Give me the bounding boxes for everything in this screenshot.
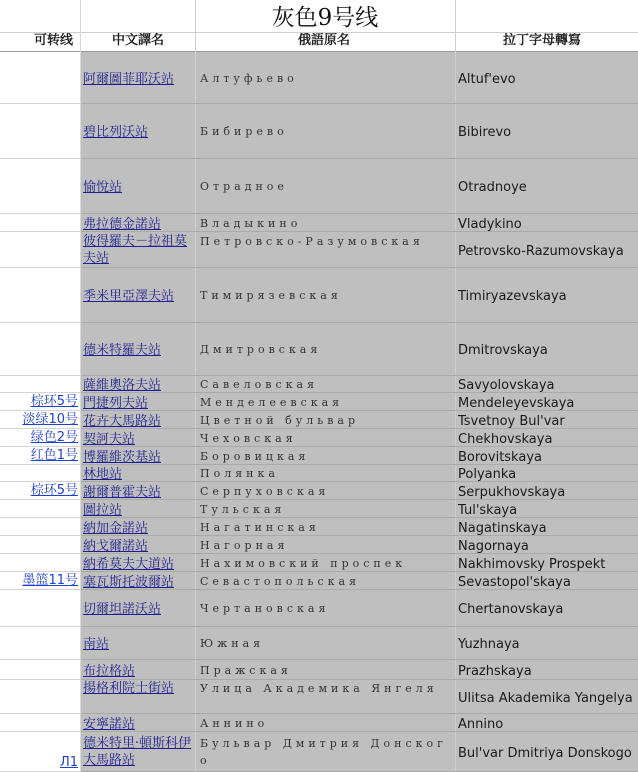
station-russian-name: Отрадное — [200, 180, 288, 193]
table-row — [0, 429, 638, 447]
station-latin-name: Yuzhnaya — [458, 637, 520, 652]
station-latin-name: Timiryazevskaya — [458, 289, 567, 304]
table-row — [0, 482, 638, 500]
station-chinese-name-link[interactable]: 碧比列沃站 — [83, 125, 149, 140]
table-row — [0, 660, 638, 680]
station-russian-name: Дмитровская — [200, 343, 322, 356]
station-chinese-name-link[interactable]: 切爾坦諾沃站 — [83, 602, 162, 617]
station-chinese-name-link[interactable]: 阿爾圖菲耶沃站 — [83, 71, 175, 87]
table-row — [0, 627, 638, 660]
station-russian-name: Владыкино — [200, 216, 302, 230]
table-row — [0, 714, 638, 732]
station-chinese-name-link[interactable]: 南站 — [83, 637, 110, 652]
table-row — [0, 232, 638, 268]
station-chinese-name-link[interactable]: 博羅維茨基站 — [83, 449, 162, 465]
station-chinese-name-link[interactable]: 納戈爾諾站 — [83, 538, 149, 554]
station-russian-name: Алтуфьево — [200, 71, 298, 85]
table-row — [0, 52, 638, 104]
station-latin-name: Savyolovskaya — [458, 378, 555, 393]
station-russian-name: Чертановская — [200, 602, 330, 615]
station-chinese-name-link[interactable]: 愉悅站 — [83, 180, 123, 195]
station-latin-name: Petrovsko-Razumovskaya — [458, 243, 624, 259]
table-row — [0, 393, 638, 411]
station-chinese-name-link[interactable]: 薩維奧洛夫站 — [83, 378, 162, 393]
station-latin-name: Polyanka — [458, 467, 517, 482]
station-latin-name: Bul'var Dmitriya Donskogo — [458, 745, 632, 761]
station-latin-name: Nagatinskaya — [458, 520, 547, 536]
station-chinese-name-link[interactable]: 納希莫夫大道站 — [83, 556, 175, 572]
table-row — [0, 680, 638, 714]
table-row — [0, 159, 638, 214]
station-russian-name: Аннино — [200, 716, 269, 730]
station-chinese-name-link[interactable]: 門捷列夫站 — [83, 395, 149, 411]
station-russian-name: Боровицкая — [200, 449, 310, 463]
station-latin-name: Prazhskaya — [458, 663, 532, 679]
station-latin-name: Annino — [458, 716, 504, 732]
station-russian-name: Серпуховская — [200, 484, 330, 498]
table-row — [0, 214, 638, 232]
transfer-line-link[interactable]: 红色1号 — [30, 448, 78, 463]
station-latin-name: Mendeleyevskaya — [458, 395, 575, 411]
transfer-line-link[interactable]: 绿色2号 — [30, 430, 78, 445]
header-russian: 俄語原名 — [298, 33, 351, 48]
station-latin-name: Tsvetnoy Bul'var — [458, 413, 565, 429]
station-russian-name: Петровско-Разумовская — [200, 235, 424, 248]
station-chinese-name-link[interactable]: 林地站 — [83, 467, 123, 482]
station-russian-name: Южная — [200, 637, 265, 650]
station-chinese-name-link[interactable]: 季米里亞澤夫站 — [83, 289, 175, 304]
station-latin-name: Nakhimovsky Prospekt — [458, 556, 606, 572]
table-row — [0, 268, 638, 323]
table-row — [0, 572, 638, 590]
station-russian-name: Нагорная — [200, 538, 289, 552]
table-row — [0, 465, 638, 482]
station-chinese-name-link[interactable]: 安寧諾站 — [83, 716, 136, 732]
transfer-line-link[interactable]: 棕环5号 — [30, 394, 78, 409]
station-russian-name: Менделеевская — [200, 395, 344, 409]
station-russian-name: Бибирево — [200, 125, 288, 138]
station-chinese-name-link[interactable]: 謝爾普霍夫站 — [83, 484, 162, 500]
station-latin-name: Tul'skaya — [458, 502, 518, 518]
station-latin-name: Serpukhovskaya — [458, 484, 566, 500]
station-russian-name: Нахимовский проспек — [200, 556, 407, 570]
station-chinese-name-link[interactable]: 契訶夫站 — [83, 431, 136, 447]
station-latin-name: Nagornaya — [458, 538, 529, 554]
header-latin: 拉丁字母轉寫 — [503, 33, 582, 48]
station-russian-name: Пражская — [200, 663, 292, 677]
station-russian-name: Улица Академика Янгеля — [200, 682, 438, 695]
station-russian-name: Савеловская — [200, 378, 319, 391]
station-latin-name: Ulitsa Akademika Yangelya — [458, 690, 633, 706]
station-chinese-name-link[interactable]: 彼得羅夫－拉祖莫夫站 — [83, 234, 188, 266]
header-chinese: 中文譯名 — [112, 33, 165, 48]
station-russian-name: Тульская — [200, 502, 286, 516]
table-row — [0, 411, 638, 429]
station-latin-name: Vladykino — [458, 216, 522, 232]
table-row — [0, 536, 638, 554]
table-row — [0, 376, 638, 393]
station-latin-name: Chertanovskaya — [458, 602, 564, 617]
header-divider — [0, 32, 638, 33]
table-row — [0, 500, 638, 518]
table-row — [0, 554, 638, 572]
transfer-line-link[interactable]: 棕环5号 — [30, 483, 78, 498]
station-russian-name: Полянка — [200, 467, 279, 480]
transfer-line-link[interactable]: 墨篮11号 — [22, 573, 78, 588]
station-chinese-name-link[interactable]: 弗拉德金諾站 — [83, 216, 162, 232]
station-russian-name: Цветной бульвар — [200, 413, 360, 427]
station-latin-name: Dmitrovskaya — [458, 343, 548, 358]
station-latin-name: Bibirevo — [458, 125, 512, 140]
transfer-line-link[interactable]: 淡绿10号 — [22, 412, 78, 427]
station-russian-name: Чеховская — [200, 431, 297, 445]
table-row — [0, 518, 638, 536]
transfer-line-link[interactable]: Л1 — [59, 755, 78, 770]
station-latin-name: Borovitskaya — [458, 449, 542, 465]
station-chinese-name-link[interactable]: 德米特羅夫站 — [83, 343, 162, 358]
table-row — [0, 323, 638, 376]
header-area — [0, 0, 638, 52]
table-row — [0, 447, 638, 465]
station-russian-name: Тимирязевская — [200, 289, 342, 302]
station-chinese-name-link[interactable]: 德米特里·頓斯科伊大馬路站 — [83, 736, 192, 768]
station-latin-name: Chekhovskaya — [458, 431, 553, 447]
table-row — [0, 104, 638, 159]
station-chinese-name-link[interactable]: 花卉大馬路站 — [83, 413, 162, 429]
station-chinese-name-link[interactable]: 揚格利院士街站 — [83, 681, 175, 696]
station-russian-name: Бульвар Дмитрия Донского — [200, 737, 447, 767]
station-latin-name: Otradnoye — [458, 180, 527, 195]
table-row — [0, 732, 638, 772]
station-latin-name: Sevastopol'skaya — [458, 574, 571, 590]
page-title: 灰色9号线 — [271, 5, 379, 31]
station-latin-name: Altuf'evo — [458, 71, 516, 87]
station-chinese-name-link[interactable]: 納加金諾站 — [83, 520, 149, 536]
station-russian-name: Нагатинская — [200, 520, 320, 534]
station-chinese-name-link[interactable]: 布拉格站 — [83, 663, 136, 679]
table-row — [0, 590, 638, 627]
header-transfer: 可转线 — [34, 33, 74, 48]
station-russian-name: Севастопольская — [200, 574, 361, 588]
station-chinese-name-link[interactable]: 圖拉站 — [83, 502, 123, 518]
station-chinese-name-link[interactable]: 塞瓦斯托波爾站 — [83, 574, 175, 590]
